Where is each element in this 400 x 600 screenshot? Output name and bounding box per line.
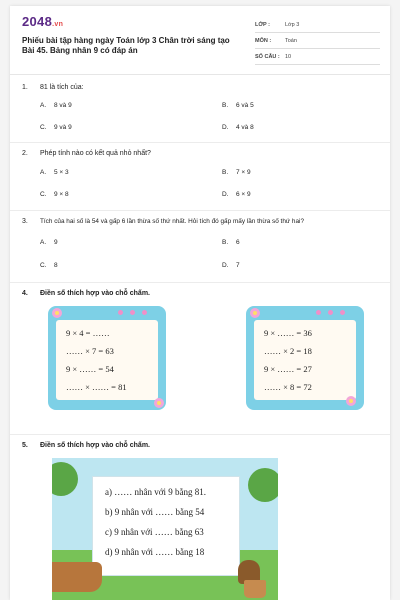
tree-icon <box>52 462 78 496</box>
q2-option-d[interactable]: D. 6 × 9 <box>222 191 251 198</box>
divider <box>10 142 390 143</box>
q4-frame-left-card <box>56 320 158 400</box>
equation[interactable]: …… × 2 = 18 <box>264 346 312 356</box>
q4-frame-right <box>246 306 364 410</box>
worksheet-title: Phiếu bài tập hàng ngày Toán lớp 3 Chân trời sáng tạo Bài 45. Bảng nhân 9 có đáp án <box>22 36 230 55</box>
tree-icon <box>248 468 278 502</box>
q3-option-d[interactable]: D. 7 <box>222 262 240 269</box>
q5-sentence-c[interactable]: c) 9 nhân với …… bằng 63 <box>105 527 204 537</box>
flower-icon <box>52 308 62 318</box>
equation[interactable]: …… × 7 = 63 <box>66 346 114 356</box>
divider <box>10 210 390 211</box>
equation[interactable]: 9 × …… = 54 <box>66 364 114 374</box>
q1-option-a[interactable]: A. 8 và 9 <box>40 102 72 109</box>
q4-frame-right-card <box>254 320 356 400</box>
q2-option-c[interactable]: C. 9 × 8 <box>40 191 69 198</box>
dot-icon <box>118 310 123 315</box>
divider <box>10 282 390 283</box>
q3-option-b[interactable]: B. 6 <box>222 239 240 246</box>
q5-illustration <box>52 458 278 600</box>
dot-icon <box>316 310 321 315</box>
q3-option-a[interactable]: A. 9 <box>40 239 58 246</box>
q1-option-c[interactable]: C. 9 và 9 <box>40 124 72 131</box>
equation[interactable]: …… × 8 = 72 <box>264 382 312 392</box>
q2-option-a[interactable]: A. 5 × 3 <box>40 169 69 176</box>
dot-icon <box>142 310 147 315</box>
meta-count-row: SỐ CÂU : 10 <box>255 50 380 65</box>
q4-frame-left <box>48 306 166 410</box>
dot-icon <box>340 310 345 315</box>
q5-sentence-a[interactable]: a) …… nhân với 9 bằng 81. <box>105 487 206 497</box>
meta-class-row: LỚP : Lớp 3 <box>255 18 380 33</box>
q1-option-b[interactable]: B. 6 và 5 <box>222 102 254 109</box>
meta-subject-row: MÔN : Toán <box>255 34 380 49</box>
q5-board <box>92 476 240 576</box>
dot-icon <box>130 310 135 315</box>
header-divider <box>10 74 390 75</box>
flower-icon <box>346 396 356 406</box>
dot-icon <box>328 310 333 315</box>
flower-icon <box>154 398 164 408</box>
equation[interactable]: …… × …… = 81 <box>66 382 127 392</box>
q5-sentence-d[interactable]: d) 9 nhân với …… bằng 18 <box>105 547 205 557</box>
site-logo[interactable]: 2048.vn <box>22 14 64 29</box>
worksheet-page: 2048.vn Phiếu bài tập hàng ngày Toán lớp 3 Chân trời sáng tạo Bài 45. Bảng nhân 9 có đáp án LỚP : Lớp 3 MÔN : Toán SỐ CÂU : 10 1. 81 là tích của: A. 8 và 9 B. 6 và 5 C. 9 và 9 D. 4 và 8 2. Phép tính nào có kết quả nhỏ nhất? A. 5 × 3 B. 7 × 9 C. 9 × 8 D. 6 × 9 3. Tích của hai số là 54 và gấp 6 lần thừa số thứ nhất. Hỏi tích đó gấp mấy lần thừa số thứ hai? A. 9 B. 6 C. 8 D. 7 4. Điền số thích hợp vào chỗ chấm. 9 × 4 = …… …… × 7 = 63 9 × …… = 54 …… × …… = 81 9 × …… = 36 …… × 2 = 18 9 × …… = 27 …… × 8 = 72 5. Điền số thích hợp vào chỗ chấm. a) …… nhân với 9 bằng 81. b) 9 nhân với …… bằng 54 c) 9 nhân với …… bằng 63 d) 9 nhân với …… bằng 18 <box>10 6 390 600</box>
equation[interactable]: 9 × …… = 27 <box>264 364 312 374</box>
bath-tub-icon <box>52 562 102 592</box>
equation[interactable]: 9 × 4 = …… <box>66 328 110 338</box>
bucket-icon <box>244 580 266 598</box>
equation[interactable]: 9 × …… = 36 <box>264 328 312 338</box>
flower-icon <box>250 308 260 318</box>
q3-option-c[interactable]: C. 8 <box>40 262 58 269</box>
q2-option-b[interactable]: B. 7 × 9 <box>222 169 251 176</box>
q5-sentence-b[interactable]: b) 9 nhân với …… bằng 54 <box>105 507 205 517</box>
q1-option-d[interactable]: D. 4 và 8 <box>222 124 254 131</box>
divider <box>10 434 390 435</box>
